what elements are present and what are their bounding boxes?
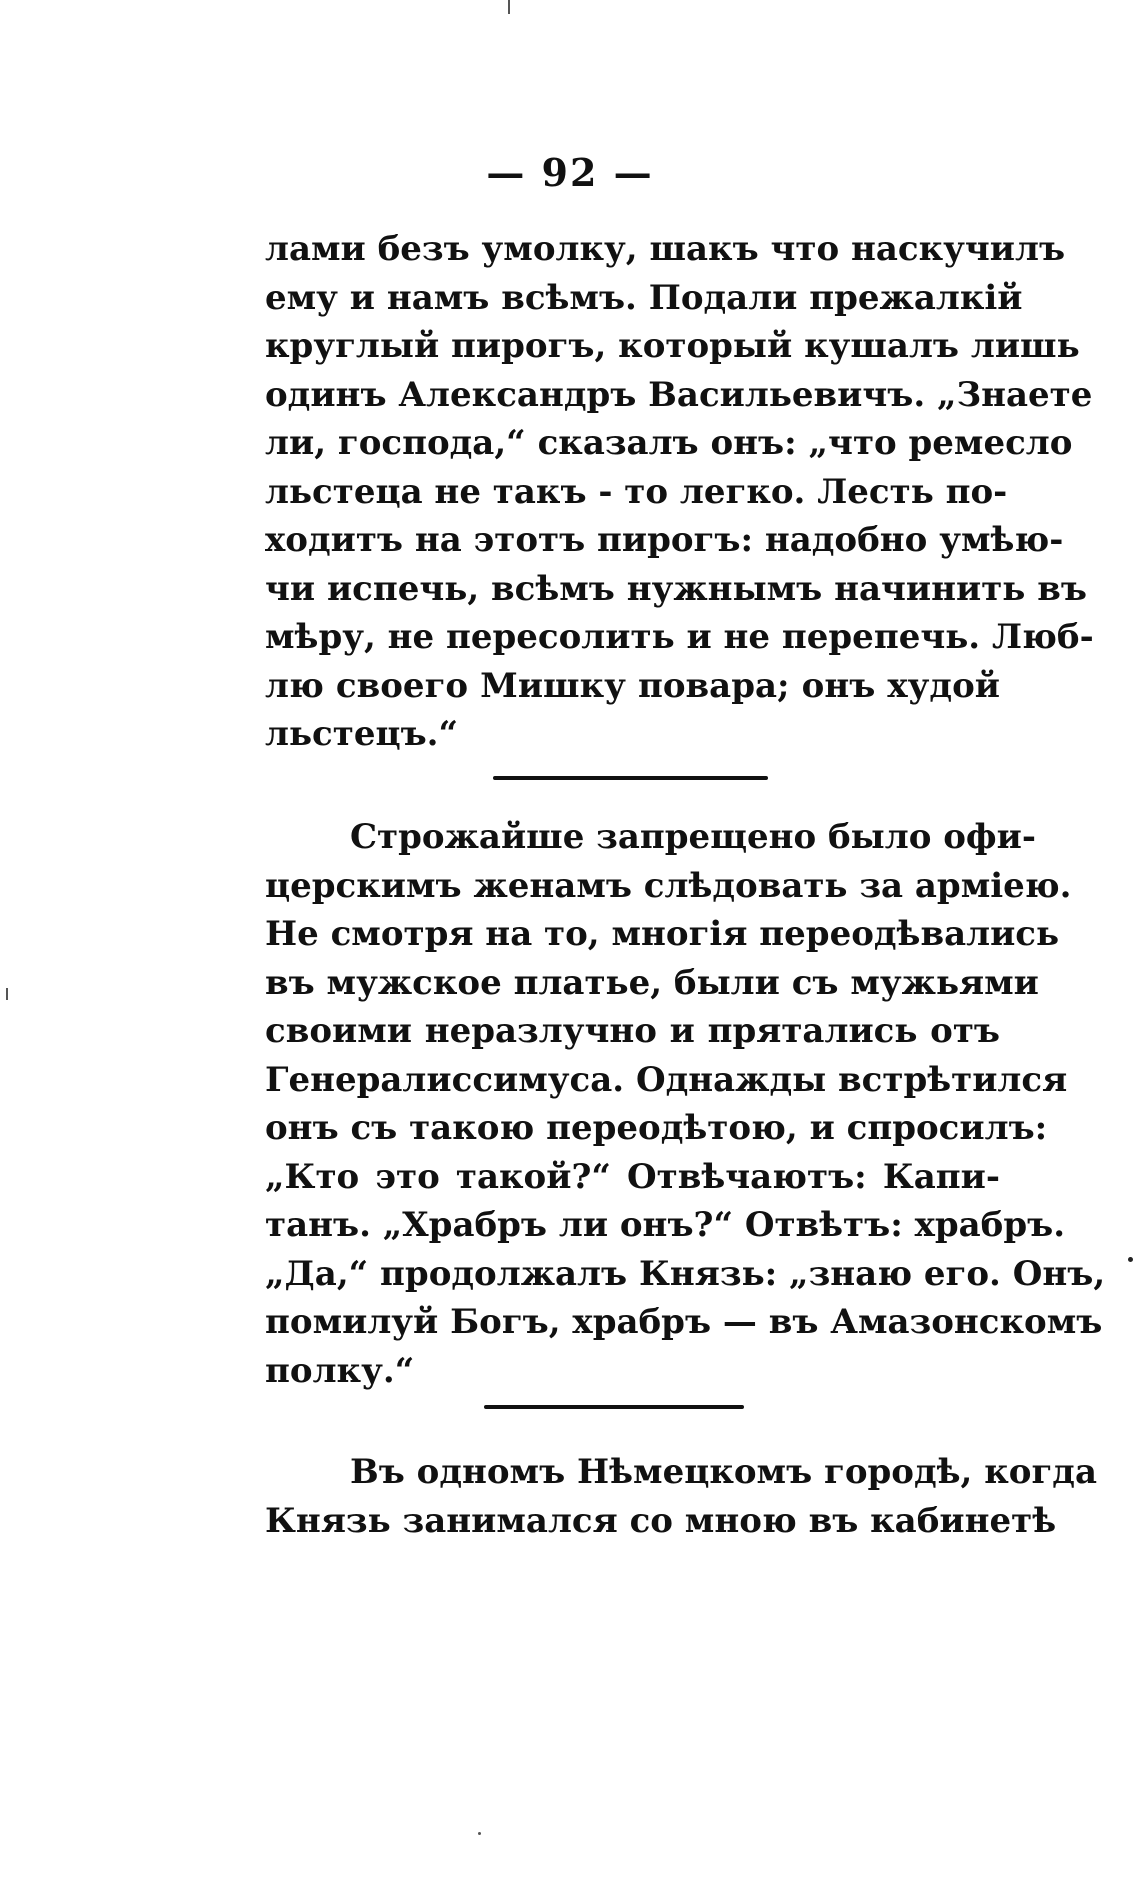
page-number: — 92 —	[486, 150, 654, 195]
paragraph-1	[265, 225, 1094, 759]
text-line: лю своего Мишку повара; онъ худой	[265, 665, 1000, 706]
text-line: „Да,“ продолжалъ Князь: „знаю его. Онъ,	[265, 1253, 1106, 1294]
text-line: танъ. „Храбръ ли онъ?“ Отвѣтъ: храбръ.	[265, 1205, 1066, 1245]
paragraph-3	[265, 1448, 1097, 1545]
text-line: помилуй Богъ, храбръ — въ Амазонскомъ	[265, 1302, 1103, 1342]
margin-speck	[478, 1832, 481, 1835]
text-line: чи испечь, всѣмъ нужнымъ начинить въ	[265, 568, 1087, 609]
margin-speck	[1128, 1257, 1133, 1262]
text-line: своими неразлучно и прятались отъ	[265, 1011, 1000, 1051]
text-line: одинъ Александръ Васильевичъ. „Знаете	[265, 374, 1093, 415]
text-line: Въ одномъ Нѣмецкомъ городѣ, когда	[350, 1452, 1097, 1492]
text-line: Строжайше запрещено было офи-	[350, 817, 1036, 857]
text-line: полку.“	[265, 1350, 415, 1391]
text-line: Не смотря на то, многія переодѣвались	[265, 914, 1060, 954]
section-divider	[493, 776, 768, 780]
text-line: ходитъ на этотъ пирогъ: надобно умѣю-	[265, 520, 1064, 560]
text-line: круглый пирогъ, который кушалъ лишь	[265, 326, 1080, 366]
text-line: лами безъ умолку, шакъ что наскучилъ	[265, 229, 1066, 269]
text-line: Князь занимался со мною въ кабинетѣ	[265, 1500, 1057, 1541]
text-line: мѣру, не пересолить и не перепечь. Люб-	[265, 617, 1094, 657]
text-line: ему и намъ всѣмъ. Подали прежалкій	[265, 277, 1023, 318]
text-line: Генералиссимуса. Однажды встрѣтился	[265, 1059, 1068, 1100]
text-line: льстецъ.“	[265, 714, 459, 754]
text-line: „Кто это такой?“ Отвѣчаютъ: Капи-	[265, 1156, 1000, 1197]
text-line: ли, господа,“ сказалъ онъ: „что ремесло	[265, 423, 1073, 463]
margin-speck	[6, 988, 8, 1000]
text-line: льстеца не такъ - то легко. Лесть по-	[265, 471, 1008, 512]
text-line: въ мужское платье, были съ мужьями	[265, 962, 1039, 1003]
text-line: церскимъ женамъ слѣдовать за арміею.	[265, 865, 1072, 906]
paragraph-2	[265, 813, 1106, 1395]
text-line: онъ съ такою переодѣтою, и спросилъ:	[265, 1108, 1048, 1148]
section-divider	[484, 1405, 744, 1409]
margin-speck	[508, 0, 510, 14]
